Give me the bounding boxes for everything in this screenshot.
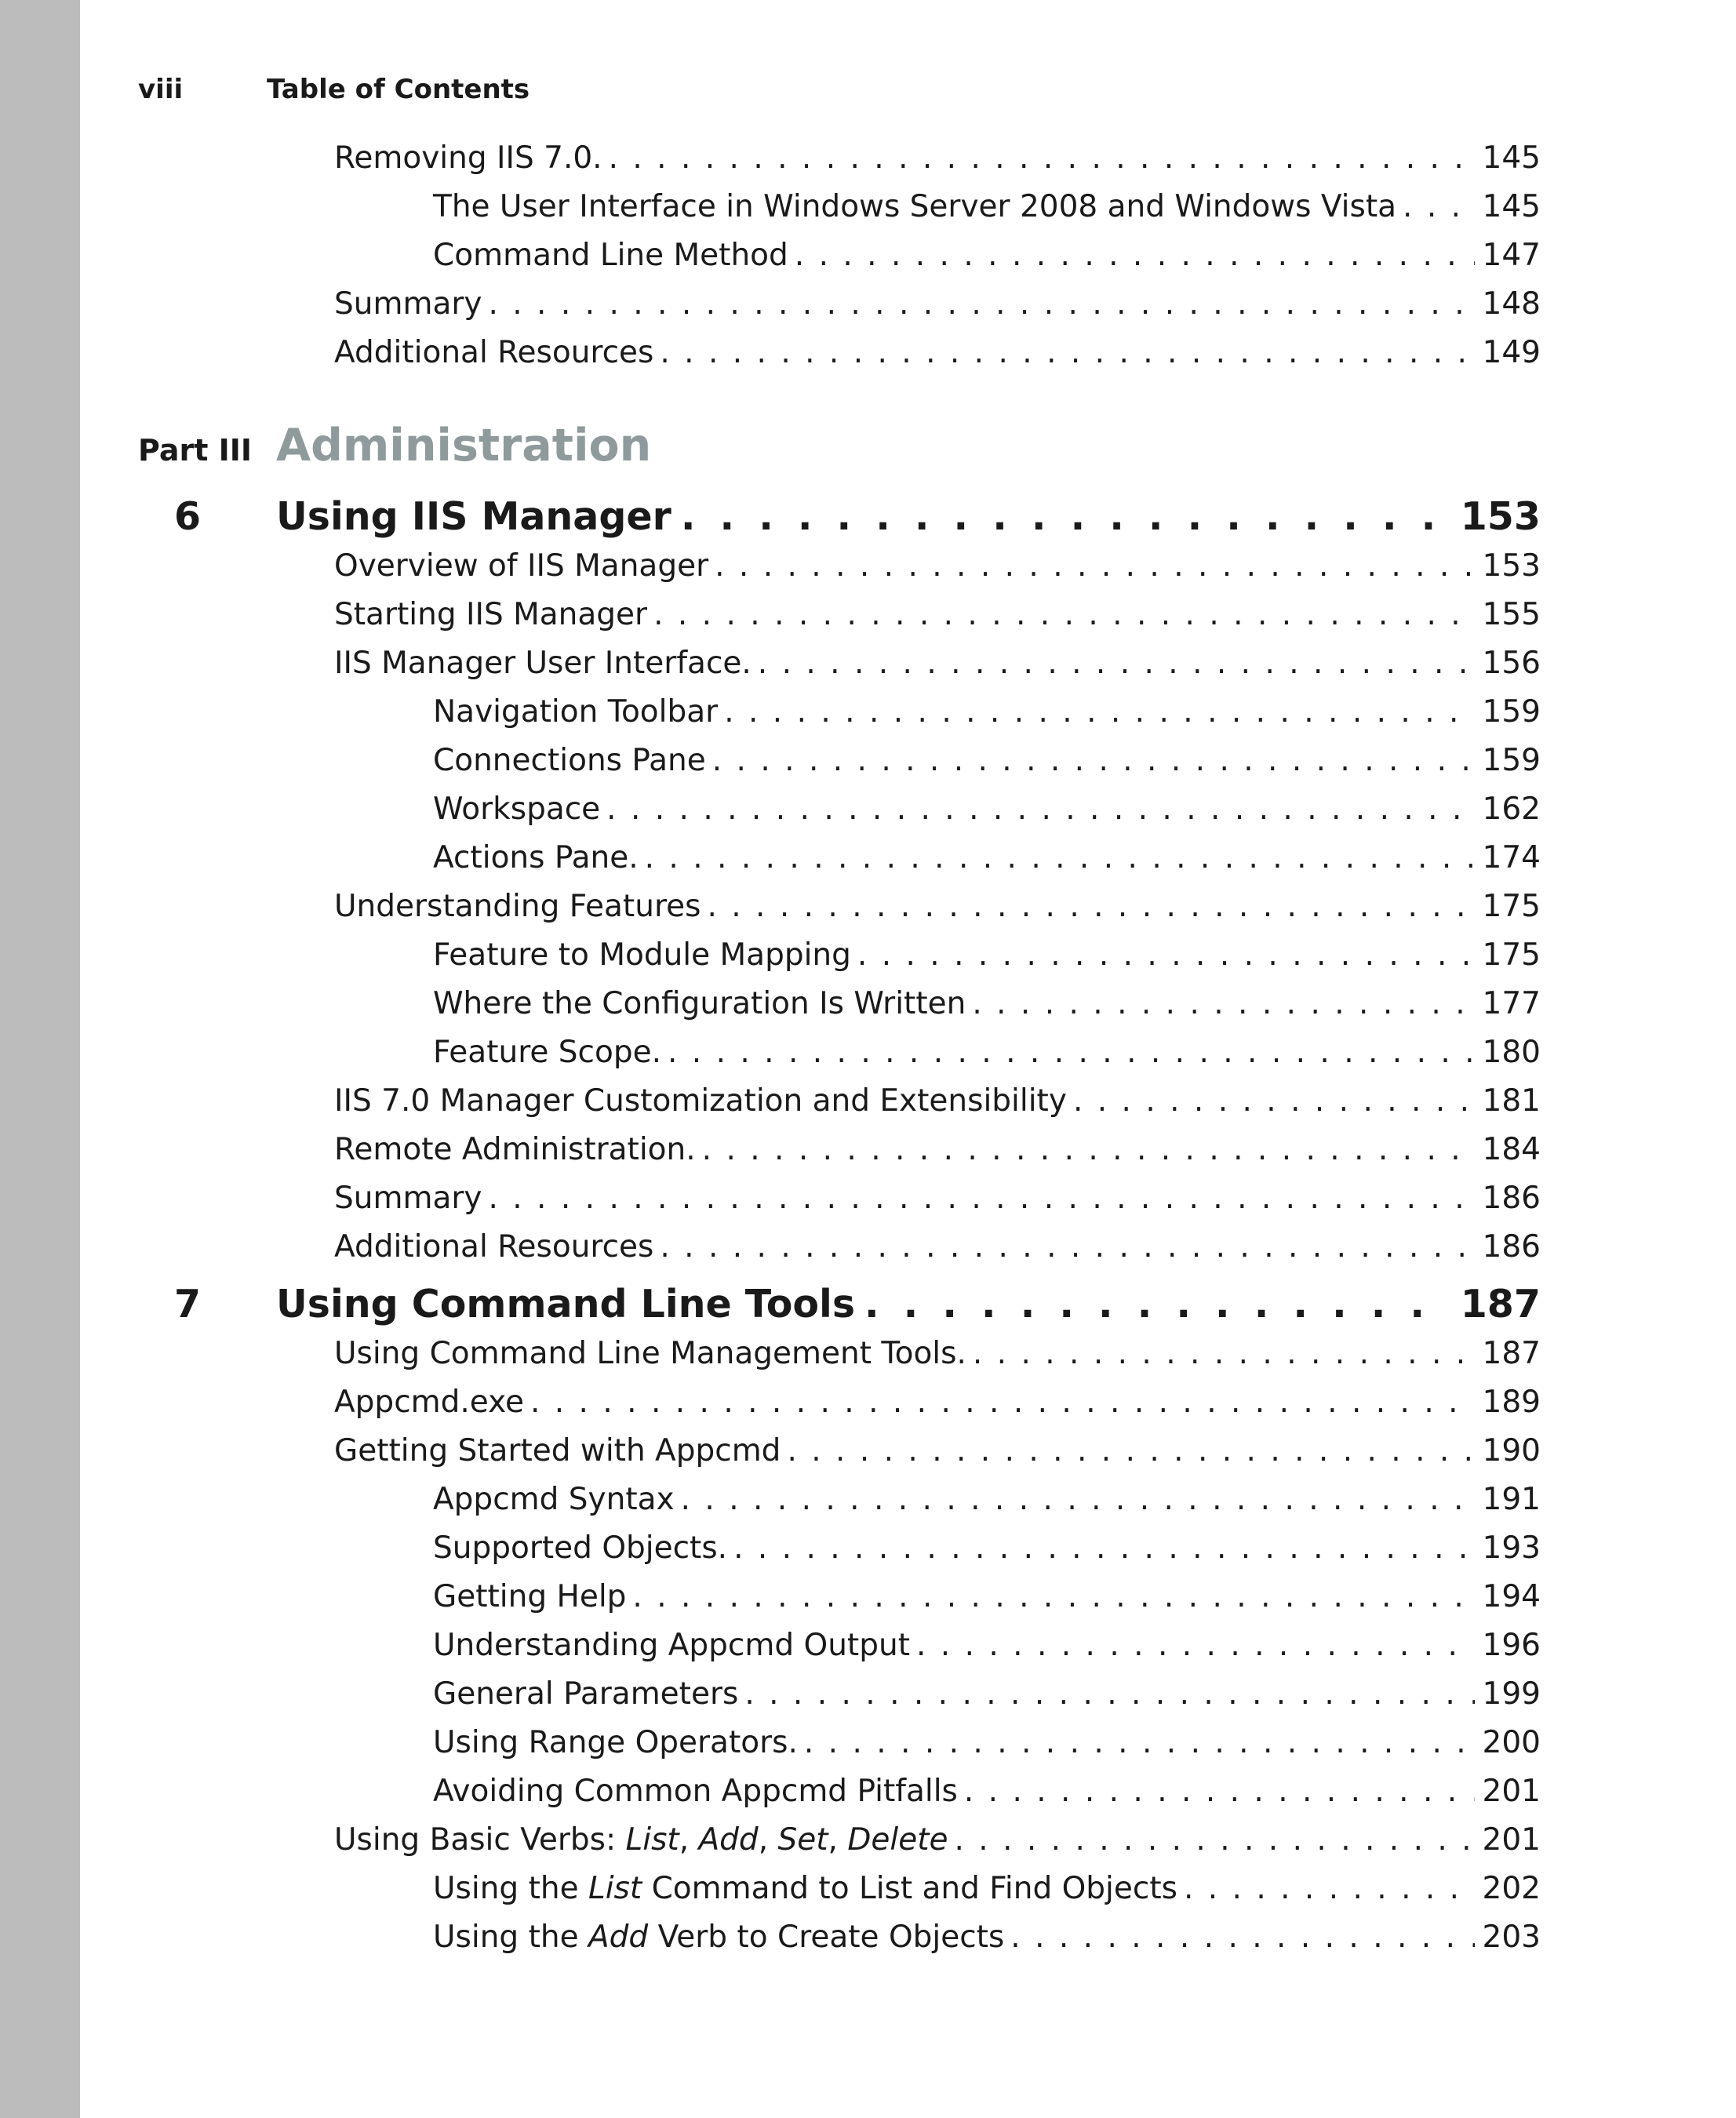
toc-entry[interactable] <box>334 333 1541 373</box>
toc-entry-label: Avoiding Common Appcmd Pitfalls <box>433 1774 958 1809</box>
toc-entry-label: Connections Pane <box>433 743 706 778</box>
toc-entry-page: 191 <box>1482 1482 1541 1517</box>
toc-entry-label: Starting IIS Manager <box>334 597 648 632</box>
toc-subentry[interactable] <box>433 1723 1541 1763</box>
toc-subentry[interactable] <box>433 235 1541 276</box>
dot-leader <box>488 1178 1474 1219</box>
toc-subentry[interactable] <box>433 1528 1541 1569</box>
toc-subentry[interactable] <box>433 187 1541 227</box>
toc-entry-page: 153 <box>1482 548 1541 584</box>
dot-leader <box>804 1723 1475 1763</box>
toc-subentry[interactable] <box>433 1032 1541 1073</box>
toc-entry-label: Using Range Operators. <box>433 1725 798 1760</box>
toc-entry-label: Appcmd Syntax <box>433 1482 675 1517</box>
header-page-number: viii <box>138 74 184 105</box>
toc-entry-page: 189 <box>1482 1385 1541 1420</box>
chapter-page: 153 <box>1460 494 1541 539</box>
toc-entry-label: Remote Administration. <box>334 1132 696 1167</box>
dot-leader <box>609 138 1475 179</box>
dot-leader <box>681 493 1448 541</box>
toc-entry-page: 147 <box>1482 238 1541 273</box>
toc-entry-page: 194 <box>1482 1579 1541 1614</box>
toc-entry-page: 203 <box>1482 1920 1541 1955</box>
dot-leader <box>712 741 1475 781</box>
toc-entry-label: Getting Started with Appcmd <box>334 1433 781 1468</box>
toc-entry-page: 145 <box>1482 140 1541 176</box>
toc-entry-label: Understanding Features <box>334 889 701 924</box>
toc-entry-page: 145 <box>1482 189 1541 224</box>
toc-entry-page: 180 <box>1482 1035 1541 1070</box>
dot-leader <box>964 1771 1475 1812</box>
toc-entry-label: Removing IIS 7.0. <box>334 140 602 176</box>
toc-entry[interactable] <box>334 1081 1541 1122</box>
toc-entry[interactable] <box>334 886 1541 927</box>
part-title: Administration <box>276 420 652 471</box>
label-prefix: Using the <box>433 1871 588 1906</box>
dot-leader <box>973 1334 1475 1374</box>
chapter-number: 7 <box>174 1282 202 1326</box>
part-label: Part III <box>138 433 253 468</box>
toc-entry-label: The User Interface in Windows Server 2008 and Windows Vista <box>433 189 1397 224</box>
chapter-number: 6 <box>174 494 202 539</box>
toc-subentry[interactable] <box>433 1771 1541 1812</box>
toc-subentry[interactable] <box>433 741 1541 781</box>
toc-entry-page: 159 <box>1482 694 1541 730</box>
chapter-title: Using Command Line Tools <box>276 1282 855 1326</box>
toc-subentry[interactable] <box>433 1869 1541 1909</box>
chapter-page: 187 <box>1460 1282 1541 1326</box>
label-prefix: Using the <box>433 1920 588 1955</box>
separator: , <box>679 1822 699 1858</box>
separator: , <box>758 1822 778 1858</box>
toc-entry-label: Additional Resources <box>334 1229 654 1265</box>
toc-entry-label: Appcmd.exe <box>334 1385 524 1420</box>
toc-entry[interactable] <box>334 546 1541 587</box>
toc-entry-label: Feature to Module Mapping <box>433 937 851 973</box>
toc-entry-label: General Parameters <box>433 1676 739 1712</box>
dot-leader <box>1403 187 1475 227</box>
toc-entry-label: Feature Scope. <box>433 1035 661 1070</box>
label-suffix: Verb to Create Objects <box>648 1920 1005 1955</box>
toc-entry[interactable] <box>334 138 1541 179</box>
dot-leader <box>733 1528 1474 1569</box>
toc-entry-page: 200 <box>1482 1725 1541 1760</box>
dot-leader <box>707 886 1474 927</box>
toc-entry-label: IIS Manager User Interface. <box>334 646 752 681</box>
toc-entry-page: 190 <box>1482 1433 1541 1468</box>
toc-entry-label: Getting Help <box>433 1579 627 1614</box>
toc-subentry[interactable] <box>433 789 1541 830</box>
toc-entry[interactable] <box>334 1334 1541 1374</box>
dot-leader <box>606 789 1474 830</box>
toc-entry-page: 196 <box>1482 1628 1541 1663</box>
toc-entry-label: Navigation Toolbar <box>433 694 719 730</box>
toc-entry-page: 156 <box>1482 646 1541 681</box>
toc-entry-page: 162 <box>1482 792 1541 827</box>
dot-leader <box>864 1280 1448 1329</box>
dot-leader <box>488 284 1474 325</box>
toc-entry-page: 193 <box>1482 1530 1541 1566</box>
separator: , <box>828 1822 848 1858</box>
toc-entry-page: 186 <box>1482 1229 1541 1265</box>
verb-list: List <box>588 1871 642 1906</box>
toc-entry-label: Using Command Line Management Tools. <box>334 1336 966 1371</box>
toc-entry-page: 155 <box>1482 597 1541 632</box>
toc-entry-label: Summary <box>334 1181 482 1216</box>
toc-entry-label: Overview of IIS Manager <box>334 548 709 584</box>
dot-leader <box>857 935 1475 976</box>
toc-subentry[interactable] <box>433 1479 1541 1520</box>
verb-add: Add <box>698 1822 759 1858</box>
toc-entry[interactable] <box>334 1178 1541 1219</box>
toc-entry-label <box>334 1820 948 1861</box>
dot-leader <box>744 1674 1474 1715</box>
toc-entry-page: 184 <box>1482 1132 1541 1167</box>
toc-entry-page: 149 <box>1482 335 1541 370</box>
dot-leader <box>724 692 1474 733</box>
dot-leader <box>1010 1917 1474 1958</box>
chapter-heading[interactable] <box>276 1280 1541 1329</box>
toc-entry-label: IIS 7.0 Manager Customization and Extensibility <box>334 1083 1067 1119</box>
toc-entry-page: 174 <box>1482 840 1541 875</box>
dot-leader <box>715 546 1474 587</box>
toc-subentry[interactable] <box>433 1577 1541 1618</box>
verb-list: List <box>625 1822 679 1858</box>
toc-entry-page: 201 <box>1482 1822 1541 1858</box>
toc-entry[interactable] <box>334 595 1541 635</box>
toc-entry-page: 186 <box>1482 1181 1541 1216</box>
dot-leader <box>758 643 1475 684</box>
chapter-heading[interactable] <box>276 493 1541 541</box>
toc-subentry[interactable] <box>433 838 1541 879</box>
dot-leader <box>660 333 1474 373</box>
toc-entry-page: 199 <box>1482 1676 1541 1712</box>
toc-entry-label: Actions Pane. <box>433 840 639 875</box>
dot-leader <box>954 1820 1474 1861</box>
dot-leader <box>702 1130 1475 1170</box>
toc-entry[interactable] <box>334 284 1541 325</box>
toc-entry-page: 159 <box>1482 743 1541 778</box>
page-margin-bar <box>0 0 80 2118</box>
label-suffix: Command to List and Find Objects <box>642 1871 1177 1906</box>
dot-leader <box>668 1032 1475 1073</box>
toc-subentry[interactable] <box>433 1917 1541 1958</box>
toc-entry-label: Summary <box>334 286 482 322</box>
dot-leader <box>632 1577 1474 1618</box>
toc-entry[interactable] <box>334 1431 1541 1472</box>
toc-entry-page: 175 <box>1482 937 1541 973</box>
toc-entry-label <box>433 1917 1004 1958</box>
toc-entry-page: 201 <box>1482 1774 1541 1809</box>
toc-entry[interactable] <box>334 643 1541 684</box>
dot-leader <box>795 235 1475 276</box>
toc-subentry[interactable] <box>433 1674 1541 1715</box>
toc-subentry[interactable] <box>433 1625 1541 1666</box>
dot-leader <box>660 1227 1474 1268</box>
dot-leader <box>972 984 1474 1024</box>
label-prefix: Using Basic Verbs: <box>334 1822 626 1858</box>
verb-add: Add <box>588 1920 649 1955</box>
toc-subentry[interactable] <box>433 935 1541 976</box>
toc-entry-label: Where the Configuration Is Written <box>433 986 966 1021</box>
toc-subentry[interactable] <box>433 984 1541 1024</box>
toc-entry-page: 177 <box>1482 986 1541 1021</box>
verb-delete: Delete <box>847 1822 948 1858</box>
toc-entry-label: Command Line Method <box>433 238 788 273</box>
dot-leader <box>530 1382 1475 1423</box>
toc-entry-label: Supported Objects. <box>433 1530 728 1566</box>
toc-entry-page: 148 <box>1482 286 1541 322</box>
toc-subentry[interactable] <box>433 692 1541 733</box>
toc-entry-label: Understanding Appcmd Output <box>433 1628 910 1663</box>
dot-leader <box>645 838 1475 879</box>
toc-entry-label: Additional Resources <box>334 335 654 370</box>
toc-entry[interactable] <box>334 1227 1541 1268</box>
dot-leader <box>681 1479 1475 1520</box>
toc-entry[interactable] <box>334 1820 1541 1861</box>
toc-entry[interactable] <box>334 1130 1541 1170</box>
dot-leader <box>787 1431 1474 1472</box>
toc-entry-label: Workspace <box>433 792 601 827</box>
toc-entry-page: 202 <box>1482 1871 1541 1906</box>
dot-leader <box>1073 1081 1475 1122</box>
dot-leader <box>653 595 1474 635</box>
toc-entry-page: 175 <box>1482 889 1541 924</box>
dot-leader <box>916 1625 1475 1666</box>
header-title: Table of Contents <box>267 74 530 105</box>
toc-entry-page: 187 <box>1482 1336 1541 1371</box>
toc-entry[interactable] <box>334 1382 1541 1423</box>
toc-entry-page: 181 <box>1482 1083 1541 1119</box>
dot-leader <box>1184 1869 1475 1909</box>
verb-set: Set <box>777 1822 828 1858</box>
toc-entry-label <box>433 1869 1177 1909</box>
chapter-title: Using IIS Manager <box>276 494 671 539</box>
